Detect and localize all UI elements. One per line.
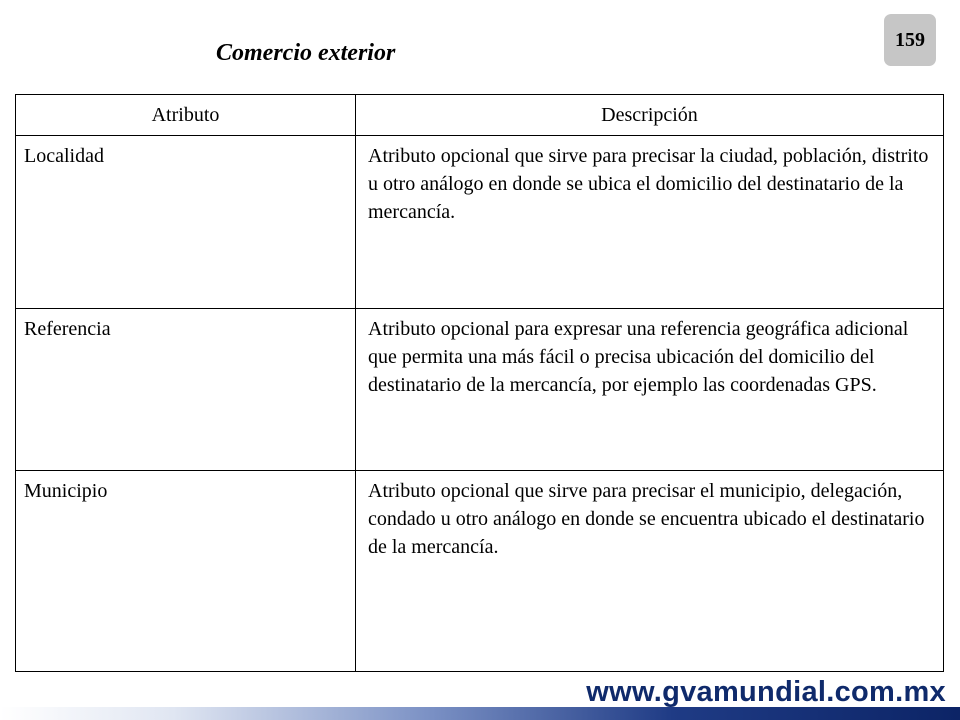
table-header-row — [16, 95, 944, 136]
attribute-cell: Referencia — [16, 309, 356, 471]
attribute-cell: Municipio — [16, 471, 356, 672]
page-number: 159 — [895, 28, 925, 51]
footer-website-url: www.gvamundial.com.mx — [586, 676, 946, 708]
column-header-descripcion: Descripción — [356, 95, 944, 136]
attribute-cell: Localidad — [16, 136, 356, 309]
page-title: Comercio exterior — [216, 40, 396, 66]
description-cell: Atributo opcional que sirve para precisar la ciudad, población, distrito u otro análogo en donde se ubica el domicilio del destinatario de la mercancía. — [356, 136, 944, 309]
table-row — [16, 309, 944, 471]
attribute-table — [15, 94, 944, 672]
column-header-atributo: Atributo — [16, 95, 356, 136]
table-row — [16, 136, 944, 309]
description-cell: Atributo opcional para expresar una referencia geográfica adicional que permita una más fácil o precisa ubicación del domicilio del destinatario de la mercancía, por ejemplo las coordenadas GPS. — [356, 309, 944, 471]
description-cell: Atributo opcional que sirve para precisar el municipio, delegación, condado u otro análogo en donde se encuentra ubicado el destinatario de la mercancía. — [356, 471, 944, 672]
table-row — [16, 471, 944, 672]
page-number-badge — [884, 14, 936, 66]
